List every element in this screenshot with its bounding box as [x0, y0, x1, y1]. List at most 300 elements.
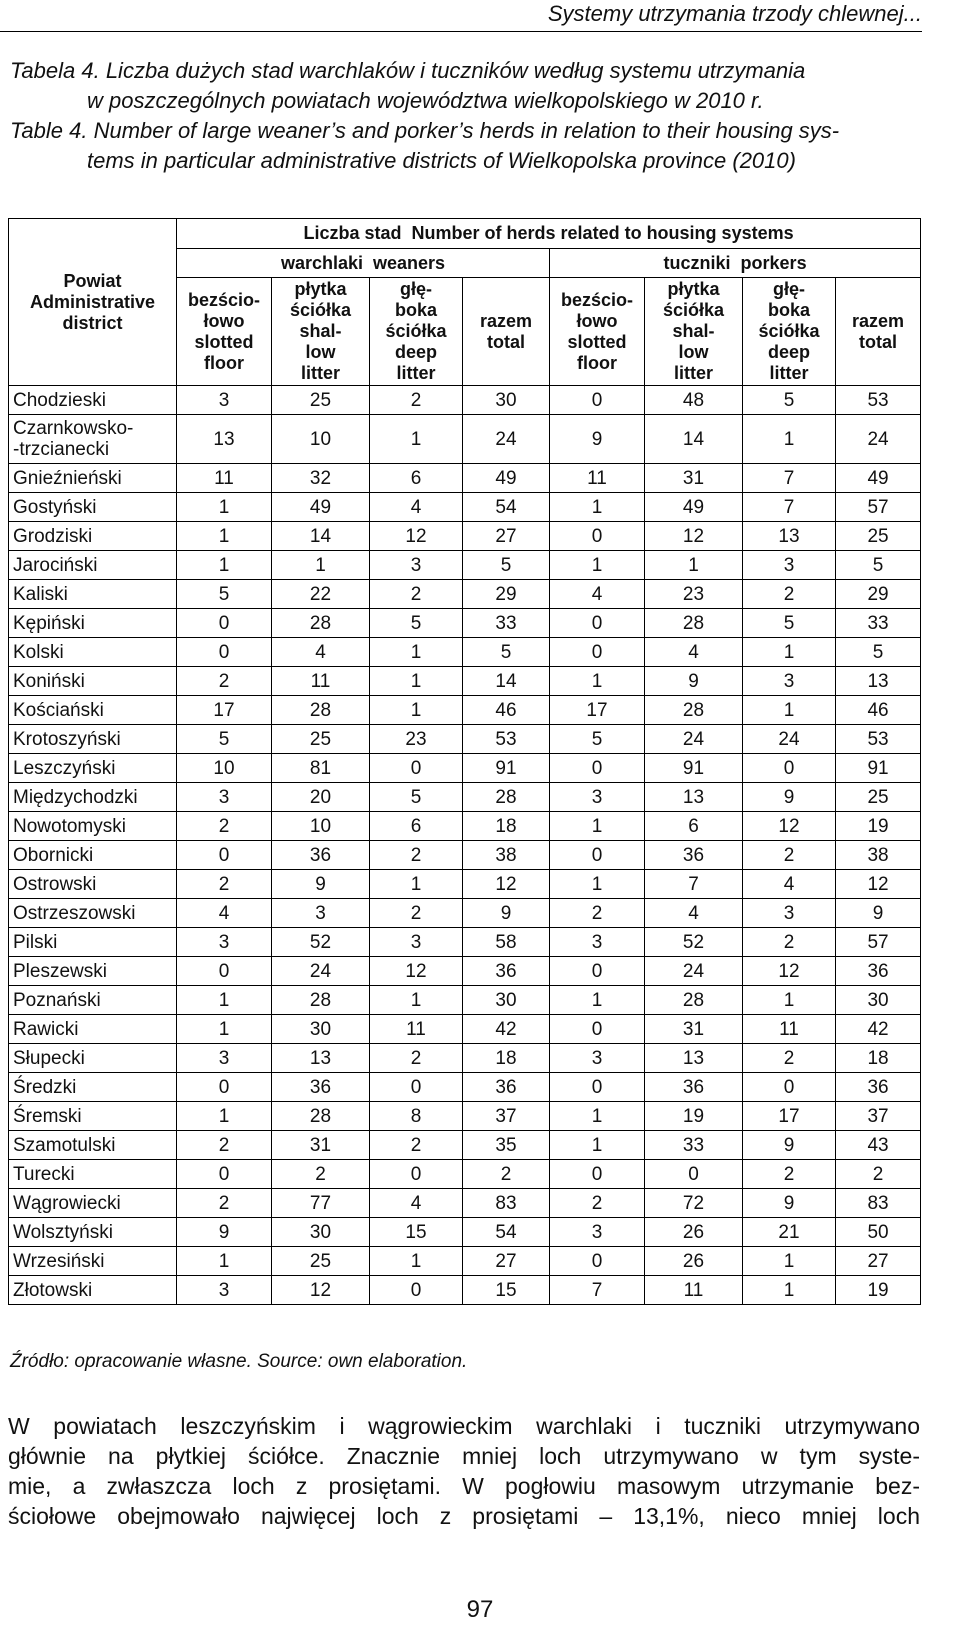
table-cell: 2: [550, 899, 645, 928]
table-cell: 1: [370, 667, 463, 696]
table-cell: 22: [272, 580, 370, 609]
district-name-line: Koniński: [13, 670, 85, 692]
table-cell: 28: [272, 609, 370, 638]
table-cell: 5: [177, 580, 272, 609]
caption-pl-line2: w poszczególnych powiatach województwa wielkopolskiego w 2010 r.: [87, 88, 764, 113]
table-cell: 2: [743, 841, 836, 870]
table-cell: 18: [836, 1044, 921, 1073]
table-cell: 12: [463, 870, 550, 899]
table-cell: 7: [743, 493, 836, 522]
table-row: [9, 1102, 921, 1131]
table-cell: 1: [743, 415, 836, 464]
table-cell: 5: [550, 725, 645, 754]
table-cell: 31: [272, 1131, 370, 1160]
table-cell: 36: [645, 841, 743, 870]
table-cell: 0: [177, 1073, 272, 1102]
porkers-deep-header-line: boka: [767, 300, 810, 320]
district-header-line: Administrative: [29, 291, 156, 312]
district-name: [9, 1073, 177, 1102]
table-cell: 9: [743, 1189, 836, 1218]
table-cell: 7: [645, 870, 743, 899]
table-row: [9, 870, 921, 899]
district-name: [9, 783, 177, 812]
weaners-slotted-header-line: floor: [204, 352, 244, 373]
table-cell: 12: [272, 1276, 370, 1305]
table-cell: 0: [550, 841, 645, 870]
table-cell: 1: [550, 551, 645, 580]
table-cell: 27: [463, 1247, 550, 1276]
table-cell: 36: [272, 841, 370, 870]
table-row: [9, 1015, 921, 1044]
table-cell: 1: [550, 812, 645, 841]
table-cell: 1: [550, 986, 645, 1015]
table-cell: 1: [550, 870, 645, 899]
table-row: [9, 957, 921, 986]
table-cell: 3: [550, 1044, 645, 1073]
table-cell: 30: [463, 386, 550, 415]
table-cell: 25: [836, 783, 921, 812]
weaners-slotted-header-line: slotted: [194, 331, 254, 352]
table-source-note: Źródło: opracowanie własne. Source: own elaboration.: [10, 1351, 468, 1372]
table-cell: 18: [463, 812, 550, 841]
table-cell: 42: [463, 1015, 550, 1044]
district-name-line: Średzki: [13, 1076, 77, 1098]
district-name: [9, 1015, 177, 1044]
table-row: [9, 667, 921, 696]
caption-en-line2: tems in particular administrative districts of Wielkopolska province (2010): [87, 148, 796, 173]
herds-table: [8, 218, 921, 1305]
table-row: [9, 928, 921, 957]
table-cell: 1: [177, 551, 272, 580]
table-row: [9, 415, 921, 464]
table-cell: 19: [836, 1276, 921, 1305]
table-cell: 9: [272, 870, 370, 899]
table-cell: 2: [370, 386, 463, 415]
table-cell: 1: [743, 986, 836, 1015]
table-cell: 2: [370, 1044, 463, 1073]
table-cell: 5: [463, 638, 550, 667]
table-cell: 21: [743, 1218, 836, 1247]
district-name: [9, 1189, 177, 1218]
table-cell: 1: [177, 1015, 272, 1044]
table-cell: 1: [370, 1247, 463, 1276]
table-caption-en: [10, 116, 922, 176]
table-cell: 53: [463, 725, 550, 754]
district-header-line: district: [62, 312, 123, 333]
district-name: [9, 1044, 177, 1073]
porkers-total-header: [836, 278, 921, 386]
district-name: [9, 870, 177, 899]
district-name-line: Wągrowiecki: [13, 1192, 121, 1214]
district-name: [9, 667, 177, 696]
table-row: [9, 1276, 921, 1305]
table-cell: 0: [177, 841, 272, 870]
body-line: ściołowe obejmowało najwięcej loch z prosiętami – 13,1%, nieco mniej loch: [8, 1503, 920, 1529]
table-cell: 23: [370, 725, 463, 754]
table-cell: 10: [272, 812, 370, 841]
table-cell: 1: [370, 638, 463, 667]
table-cell: 1: [645, 551, 743, 580]
table-cell: 9: [836, 899, 921, 928]
table-cell: 27: [836, 1247, 921, 1276]
table-cell: 5: [177, 725, 272, 754]
table-cell: 36: [645, 1073, 743, 1102]
district-name: [9, 638, 177, 667]
porkers-deep-header-line: deep: [767, 342, 810, 362]
table-cell: 37: [836, 1102, 921, 1131]
table-cell: 5: [836, 551, 921, 580]
table-cell: 24: [645, 957, 743, 986]
table-cell: 4: [177, 899, 272, 928]
table-row: [9, 1160, 921, 1189]
porkers-shallow-header: [645, 278, 743, 386]
district-name: [9, 551, 177, 580]
district-name: [9, 812, 177, 841]
district-name-line: Słupecki: [13, 1047, 85, 1069]
table-cell: 25: [272, 725, 370, 754]
table-cell: 0: [177, 1160, 272, 1189]
table-cell: 0: [645, 1160, 743, 1189]
table-row: [9, 464, 921, 493]
table-cell: 32: [272, 464, 370, 493]
table-cell: 4: [645, 638, 743, 667]
table-cell: 81: [272, 754, 370, 783]
district-name: [9, 754, 177, 783]
table-cell: 1: [370, 986, 463, 1015]
table-cell: 13: [645, 783, 743, 812]
table-cell: 2: [550, 1189, 645, 1218]
table-cell: 0: [177, 638, 272, 667]
table-cell: 2: [743, 1160, 836, 1189]
table-cell: 5: [370, 609, 463, 638]
table-cell: 11: [370, 1015, 463, 1044]
weaners-deep-header-line: boka: [394, 300, 437, 320]
porkers-total-header-line: total: [859, 331, 898, 352]
district-name-line: Wolsztyński: [13, 1221, 113, 1243]
group-header: Liczba stad Number of herds related to housing systems: [177, 219, 921, 249]
weaners-slotted-header: [177, 278, 272, 386]
table-cell: 28: [463, 783, 550, 812]
table-row: [9, 551, 921, 580]
table-cell: 24: [463, 415, 550, 464]
district-name: [9, 522, 177, 551]
weaners-deep-header-line: deep: [394, 342, 437, 362]
body-line: W powiatach leszczyńskim i wągrowieckim warchlaki i tuczniki utrzymywano: [8, 1413, 920, 1439]
table-cell: 46: [836, 696, 921, 725]
table-row: [9, 493, 921, 522]
district-name-line: Czarnkowsko-: [13, 418, 134, 439]
table-row: [9, 1073, 921, 1102]
table-cell: 1: [743, 1276, 836, 1305]
table-cell: 3: [370, 928, 463, 957]
table-cell: 2: [463, 1160, 550, 1189]
table-cell: 25: [272, 1247, 370, 1276]
table-cell: 12: [743, 812, 836, 841]
table-cell: 9: [645, 667, 743, 696]
table-cell: 13: [836, 667, 921, 696]
weaners-shallow-header-line: litter: [300, 363, 340, 383]
table-cell: 3: [272, 899, 370, 928]
district-name: [9, 386, 177, 415]
porkers-total-header-line: razem: [852, 310, 905, 331]
table-cell: 0: [550, 609, 645, 638]
table-cell: 19: [645, 1102, 743, 1131]
table-cell: 30: [272, 1218, 370, 1247]
table-cell: 2: [743, 580, 836, 609]
weaners-deep-header-line: ściółka: [385, 321, 447, 341]
table-cell: 49: [272, 493, 370, 522]
table-cell: 30: [463, 986, 550, 1015]
table-cell: 0: [550, 1160, 645, 1189]
table-cell: 31: [645, 464, 743, 493]
running-head: Systemy utrzymania trzody chlewnej...: [0, 0, 922, 32]
porkers-deep-header: [743, 278, 836, 386]
district-name-line: Kolski: [13, 641, 64, 663]
table-cell: 12: [836, 870, 921, 899]
porkers-header: tuczniki porkers: [550, 249, 921, 278]
table-row: [9, 841, 921, 870]
district-name: [9, 580, 177, 609]
table-cell: 57: [836, 928, 921, 957]
table-cell: 4: [743, 870, 836, 899]
table-cell: 54: [463, 493, 550, 522]
table-cell: 2: [272, 1160, 370, 1189]
table-cell: 28: [645, 696, 743, 725]
table-cell: 6: [645, 812, 743, 841]
table-cell: 11: [550, 464, 645, 493]
table-cell: 10: [272, 415, 370, 464]
district-name-line: Chodzieski: [13, 389, 106, 411]
table-cell: 31: [645, 1015, 743, 1044]
table-cell: 5: [836, 638, 921, 667]
table-cell: 17: [743, 1102, 836, 1131]
table-cell: 14: [645, 415, 743, 464]
table-cell: 12: [370, 522, 463, 551]
table-cell: 18: [463, 1044, 550, 1073]
weaners-shallow-header-line: ściółka: [289, 300, 352, 320]
table-cell: 0: [550, 638, 645, 667]
district-name: [9, 415, 177, 464]
table-cell: 15: [463, 1276, 550, 1305]
table-cell: 13: [645, 1044, 743, 1073]
table-cell: 42: [836, 1015, 921, 1044]
table-cell: 91: [836, 754, 921, 783]
table-cell: 27: [463, 522, 550, 551]
district-name-line: Gostyński: [13, 496, 97, 518]
district-name-line: Poznański: [13, 989, 101, 1011]
table-cell: 5: [743, 386, 836, 415]
table-cell: 37: [463, 1102, 550, 1131]
weaners-shallow-header-line: low: [305, 342, 336, 362]
district-name: [9, 1276, 177, 1305]
weaners-deep-header: [370, 278, 463, 386]
table-row: [9, 812, 921, 841]
district-header-line: Powiat: [63, 270, 122, 291]
table-cell: 2: [370, 841, 463, 870]
table-cell: 30: [836, 986, 921, 1015]
table-cell: 4: [272, 638, 370, 667]
table-cell: 12: [743, 957, 836, 986]
porkers-shallow-header-line: ściółka: [662, 300, 725, 320]
table-cell: 1: [550, 667, 645, 696]
table-cell: 0: [177, 957, 272, 986]
table-cell: 9: [463, 899, 550, 928]
district-name-line: Rawicki: [13, 1018, 79, 1040]
table-cell: 23: [645, 580, 743, 609]
table-cell: 49: [645, 493, 743, 522]
table-cell: 3: [370, 551, 463, 580]
table-cell: 1: [272, 551, 370, 580]
table-cell: 58: [463, 928, 550, 957]
district-name: [9, 464, 177, 493]
table-cell: 19: [836, 812, 921, 841]
table-cell: 3: [177, 1276, 272, 1305]
table-cell: 1: [177, 1102, 272, 1131]
table-cell: 17: [177, 696, 272, 725]
table-cell: 11: [645, 1276, 743, 1305]
table-cell: 77: [272, 1189, 370, 1218]
table-cell: 1: [370, 870, 463, 899]
district-name: [9, 1102, 177, 1131]
weaners-slotted-header-line: bezścio-: [187, 289, 261, 310]
table-cell: 29: [463, 580, 550, 609]
table-row: [9, 1218, 921, 1247]
table-cell: 83: [463, 1189, 550, 1218]
table-cell: 9: [743, 1131, 836, 1160]
table-cell: 2: [370, 899, 463, 928]
table-cell: 49: [836, 464, 921, 493]
district-name: [9, 696, 177, 725]
table-cell: 0: [370, 1073, 463, 1102]
table-cell: 54: [463, 1218, 550, 1247]
table-cell: 3: [177, 928, 272, 957]
district-name: [9, 899, 177, 928]
district-name: [9, 986, 177, 1015]
table-cell: 43: [836, 1131, 921, 1160]
page-number: 97: [466, 1596, 494, 1623]
table-cell: 50: [836, 1218, 921, 1247]
table-cell: 29: [836, 580, 921, 609]
table-cell: 4: [370, 493, 463, 522]
body-line: głównie na płytkiej ściółce. Znacznie mniej loch utrzymywano w tym syste-: [8, 1443, 920, 1469]
table-cell: 1: [550, 1131, 645, 1160]
table-cell: 14: [463, 667, 550, 696]
table-row: [9, 754, 921, 783]
body-paragraph: [8, 1411, 920, 1531]
table-cell: 1: [550, 493, 645, 522]
table-cell: 2: [177, 1189, 272, 1218]
porkers-shallow-header-line: litter: [673, 363, 713, 383]
table-cell: 28: [272, 696, 370, 725]
district-name-line: Śremski: [13, 1105, 82, 1127]
district-name-line: Kaliski: [13, 583, 68, 605]
table-cell: 46: [463, 696, 550, 725]
table-cell: 0: [743, 1073, 836, 1102]
table-cell: 1: [743, 638, 836, 667]
table-cell: 4: [645, 899, 743, 928]
caption-en-line1: Table 4. Number of large weaner’s and porker’s herds in relation to their housing sys-: [10, 118, 840, 143]
table-cell: 1: [177, 1247, 272, 1276]
table-cell: 49: [463, 464, 550, 493]
table-cell: 25: [836, 522, 921, 551]
table-cell: 15: [370, 1218, 463, 1247]
table-cell: 36: [272, 1073, 370, 1102]
table-caption-pl: [10, 56, 922, 116]
table-cell: 0: [550, 1015, 645, 1044]
district-name-line: Złotowski: [13, 1279, 93, 1301]
table-cell: 1: [177, 493, 272, 522]
porkers-deep-header-line: litter: [769, 363, 809, 383]
table-cell: 3: [743, 551, 836, 580]
table-cell: 28: [645, 609, 743, 638]
table-row: [9, 899, 921, 928]
porkers-slotted-header-line: łowo: [576, 310, 618, 331]
table-row: [9, 1131, 921, 1160]
table-cell: 13: [177, 415, 272, 464]
body-line: mie, a zwłaszcza loch z prosiętami. W pogłowiu masowym utrzymanie bez-: [8, 1473, 920, 1499]
district-name: [9, 1160, 177, 1189]
table-row: [9, 609, 921, 638]
table-cell: 57: [836, 493, 921, 522]
weaners-shallow-header-line: shal-: [299, 321, 342, 341]
table-cell: 1: [370, 696, 463, 725]
table-cell: 0: [743, 754, 836, 783]
table-row: [9, 522, 921, 551]
table-cell: 4: [370, 1189, 463, 1218]
porkers-slotted-header-line: slotted: [567, 331, 627, 352]
table-cell: 11: [177, 464, 272, 493]
table-cell: 91: [463, 754, 550, 783]
table-cell: 9: [550, 415, 645, 464]
table-cell: 48: [645, 386, 743, 415]
table-cell: 11: [272, 667, 370, 696]
weaners-shallow-header: [272, 278, 370, 386]
table-cell: 6: [370, 464, 463, 493]
table-row: [9, 986, 921, 1015]
district-name: [9, 1131, 177, 1160]
table-cell: 2: [836, 1160, 921, 1189]
district-name: [9, 957, 177, 986]
porkers-deep-header-line: głę-: [772, 279, 805, 299]
table-cell: 2: [743, 928, 836, 957]
district-name: [9, 1218, 177, 1247]
district-name-line: Jarociński: [13, 554, 98, 576]
porkers-slotted-header: [550, 278, 645, 386]
table-cell: 24: [836, 415, 921, 464]
table-cell: 2: [370, 1131, 463, 1160]
table-cell: 1: [370, 415, 463, 464]
porkers-shallow-header-line: shal-: [672, 321, 715, 341]
table-cell: 30: [272, 1015, 370, 1044]
table-cell: 1: [743, 696, 836, 725]
district-name-line: Turecki: [13, 1163, 75, 1185]
table-row: [9, 638, 921, 667]
weaners-total-header-line: razem: [479, 310, 533, 331]
table-cell: 9: [177, 1218, 272, 1247]
table-cell: 53: [836, 725, 921, 754]
table-cell: 26: [645, 1218, 743, 1247]
table-cell: 14: [272, 522, 370, 551]
table-cell: 1: [177, 986, 272, 1015]
table-cell: 33: [463, 609, 550, 638]
table-cell: 3: [743, 667, 836, 696]
table-cell: 24: [743, 725, 836, 754]
district-name-line: Pilski: [13, 931, 58, 953]
table-cell: 0: [550, 754, 645, 783]
district-name: [9, 1247, 177, 1276]
table-cell: 72: [645, 1189, 743, 1218]
table-cell: 38: [836, 841, 921, 870]
